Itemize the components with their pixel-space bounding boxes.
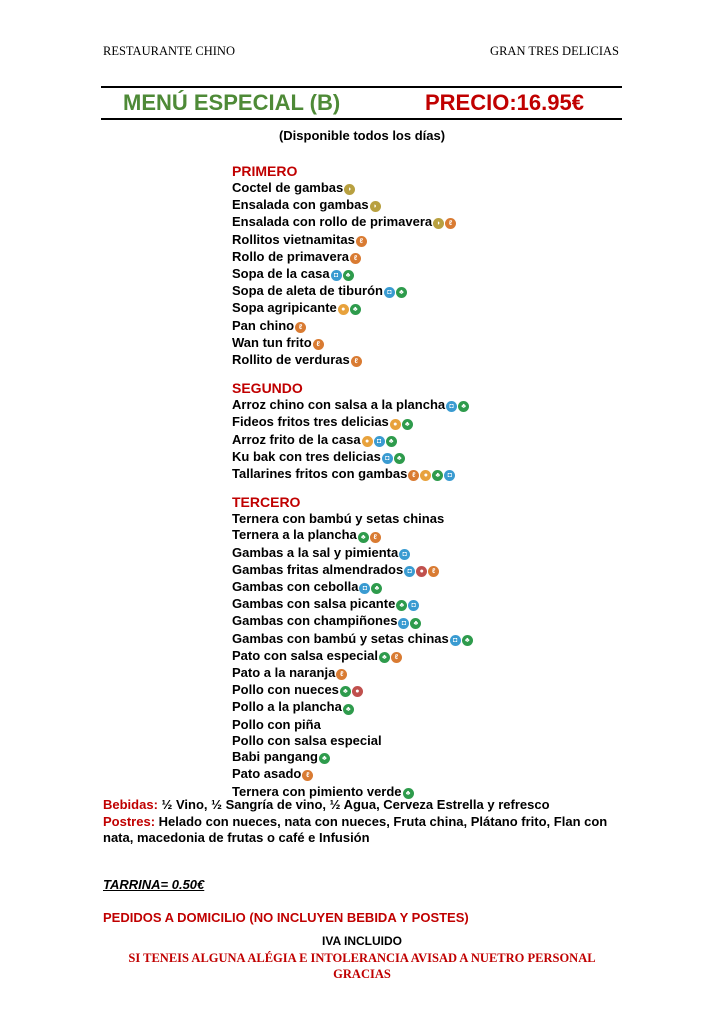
menu-item-name: Pato asado	[232, 766, 302, 782]
drinks-label: Bebidas:	[103, 797, 158, 812]
soy-allergen-icon: ♣	[396, 600, 407, 611]
nuts-allergen-icon: ●	[416, 566, 427, 577]
menu-item	[232, 335, 473, 352]
crustacean-allergen-icon: ◘	[382, 453, 393, 464]
menu-price: PRECIO:16.95€	[425, 90, 584, 115]
allergen-icons	[383, 284, 407, 300]
menu-item	[232, 579, 473, 596]
menu-item-name: Ternera con pimiento verde	[232, 783, 402, 799]
menu-item	[232, 414, 473, 431]
allergen-icons	[407, 467, 455, 483]
menu-title: MENÚ ESPECIAL (B)	[123, 90, 341, 115]
crustacean-allergen-icon: ◘	[384, 287, 395, 298]
mollusc-allergen-icon: ◗	[344, 184, 355, 195]
allergen-icons	[357, 528, 381, 544]
menu-item	[232, 197, 473, 214]
menu-item-name: Ku bak con tres delicias	[232, 448, 381, 464]
allergen-icons	[358, 580, 382, 596]
menu-item-name: Pollo con nueces	[232, 682, 339, 698]
menu-item	[232, 449, 473, 466]
egg-allergen-icon: ●	[420, 470, 431, 481]
crustacean-allergen-icon: ◘	[450, 635, 461, 646]
menu-item	[232, 699, 473, 716]
allergen-icons	[355, 233, 367, 249]
menu-item	[232, 511, 473, 527]
allergen-icons	[403, 563, 439, 579]
menu-item	[232, 562, 473, 579]
crustacean-allergen-icon: ◘	[408, 600, 419, 611]
allergen-icons	[449, 632, 473, 648]
soy-allergen-icon: ♣	[462, 635, 473, 646]
menu-item-name: Gambas con cebolla	[232, 579, 359, 595]
title-bottom-rule	[101, 118, 622, 120]
menu-sections	[232, 162, 473, 811]
menu-item-name: Coctel de gambas	[232, 180, 344, 195]
allergen-icons	[342, 700, 354, 716]
menu-item	[232, 665, 473, 682]
menu-item-name: Rollo de primavera	[232, 248, 350, 264]
allergen-icons	[318, 750, 330, 766]
allergen-icons	[389, 415, 413, 431]
availability-note: (Disponible todos los días)	[278, 128, 446, 143]
menu-item-name: Ensalada con gambas	[232, 197, 369, 213]
allergy-warning: SI TENEIS ALGUNA ALÉGIA E INTOLERANCIA AVISAD A NUETRO PERSONAL	[128, 951, 596, 965]
section-title: TERCERO	[232, 494, 301, 511]
drinks-text: ½ Vino, ½ Sangría de vino, ½ Agua, Cerveza Estrella y refresco	[157, 797, 550, 812]
menu-item-name: Gambas a la sal y pimienta	[232, 544, 399, 560]
nuts-allergen-icon: ●	[352, 686, 363, 697]
allergen-icons	[335, 666, 347, 682]
allergen-icons	[339, 683, 363, 699]
menu-item	[232, 249, 473, 266]
soy-allergen-icon: ♣	[458, 401, 469, 412]
gluten-allergen-icon: ℓ	[408, 470, 419, 481]
gluten-allergen-icon: ℓ	[370, 532, 381, 543]
allergen-icons	[445, 398, 469, 414]
menu-item	[232, 545, 473, 562]
menu-item-name: Gambas con salsa picante	[232, 596, 396, 612]
allergen-icons	[349, 250, 361, 266]
menu-item	[232, 352, 473, 369]
menu-item	[232, 232, 473, 249]
gluten-allergen-icon: ℓ	[445, 218, 456, 229]
menu-item	[232, 318, 473, 335]
tarrina-price: TARRINA= 0.50€	[103, 877, 205, 892]
menu-item	[232, 613, 473, 630]
gluten-allergen-icon: ℓ	[351, 356, 362, 367]
allergen-icons	[378, 649, 402, 665]
drinks-desserts-block	[103, 797, 623, 847]
soy-allergen-icon: ♣	[371, 583, 382, 594]
allergen-icons	[337, 301, 361, 317]
header-restaurant-name: GRAN TRES DELICIAS	[490, 44, 619, 58]
gluten-allergen-icon: ℓ	[428, 566, 439, 577]
soy-allergen-icon: ♣	[403, 788, 414, 799]
allergen-icons	[432, 215, 456, 231]
soy-allergen-icon: ♣	[396, 287, 407, 298]
menu-item-name: Babi pangang	[232, 749, 318, 765]
gluten-allergen-icon: ℓ	[356, 236, 367, 247]
soy-allergen-icon: ♣	[319, 753, 330, 764]
menu-item	[232, 432, 473, 449]
menu-item	[232, 596, 473, 613]
menu-item	[232, 717, 473, 733]
crustacean-allergen-icon: ◘	[399, 549, 410, 560]
allergen-icons	[398, 546, 410, 562]
crustacean-allergen-icon: ◘	[444, 470, 455, 481]
soy-allergen-icon: ♣	[386, 436, 397, 447]
allergen-icons	[294, 319, 306, 335]
soy-allergen-icon: ♣	[379, 652, 390, 663]
menu-item-name: Gambas fritas almendrados	[232, 561, 404, 577]
allergy-notice	[0, 950, 724, 982]
soy-allergen-icon: ♣	[343, 704, 354, 715]
menu-item-name: Arroz frito de la casa	[232, 431, 361, 447]
menu-item-name: Ternera con bambú y setas chinas	[232, 511, 445, 527]
allergen-icons	[301, 767, 313, 783]
soy-allergen-icon: ♣	[410, 618, 421, 629]
allergen-icons	[369, 198, 381, 214]
menu-item-name: Sopa de aleta de tiburón	[232, 283, 383, 299]
section-title: SEGUNDO	[232, 380, 303, 397]
menu-item	[232, 631, 473, 648]
crustacean-allergen-icon: ◘	[446, 401, 457, 412]
menu-item-name: Tallarines fritos con gambas	[232, 466, 408, 482]
gluten-allergen-icon: ℓ	[302, 770, 313, 781]
egg-allergen-icon: ●	[390, 419, 401, 430]
menu-item	[232, 733, 473, 749]
soy-allergen-icon: ♣	[402, 419, 413, 430]
menu-item-name: Fideos fritos tres delicias	[232, 414, 389, 430]
menu-item	[232, 527, 473, 544]
menu-item-name: Rollito de verduras	[232, 352, 350, 368]
menu-item	[232, 180, 473, 197]
allergen-icons	[361, 433, 397, 449]
desserts-label: Postres:	[103, 813, 156, 829]
allergen-icons	[397, 614, 421, 630]
crustacean-allergen-icon: ◘	[404, 566, 415, 577]
menu-item	[232, 766, 473, 783]
menu-item-name: Pato a la naranja	[232, 665, 336, 681]
menu-item-name: Rollitos vietnamitas	[232, 231, 355, 247]
menu-item	[232, 397, 473, 414]
menu-item-name: Pollo con piña	[232, 716, 321, 732]
section-title: PRIMERO	[232, 163, 298, 179]
allergen-icons	[330, 267, 354, 283]
allergen-icons	[350, 353, 362, 369]
desserts-line	[103, 814, 623, 847]
section-tercero	[232, 493, 473, 800]
allergen-icons	[381, 450, 405, 466]
menu-item-name: Wan tun frito	[232, 334, 312, 350]
menu-item-name: Gambas con champiñones	[232, 613, 398, 629]
menu-item-name: Pollo con salsa especial	[232, 732, 382, 748]
desserts-text: Helado con nueces, nata con nueces, Fruta china, Plátano frito, Flan con nata, macedonia de frutas o café e Infusión	[103, 813, 608, 845]
section-segundo	[232, 379, 473, 483]
egg-allergen-icon: ●	[338, 304, 349, 315]
menu-item-name: Pollo a la plancha	[232, 699, 342, 715]
menu-item	[232, 214, 473, 231]
soy-allergen-icon: ♣	[358, 532, 369, 543]
allergen-icons	[343, 181, 355, 197]
menu-item	[232, 283, 473, 300]
crustacean-allergen-icon: ◘	[359, 583, 370, 594]
drinks-line	[103, 797, 623, 814]
menu-item-name: Ternera a la plancha	[232, 527, 357, 543]
egg-allergen-icon: ●	[362, 436, 373, 447]
home-delivery-note: PEDIDOS A DOMICILIO (NO INCLUYEN BEBIDA Y POSTES)	[103, 910, 469, 925]
menu-item	[232, 682, 473, 699]
gluten-allergen-icon: ℓ	[336, 669, 347, 680]
soy-allergen-icon: ♣	[343, 270, 354, 281]
mollusc-allergen-icon: ◗	[370, 201, 381, 212]
menu-item-name: Arroz chino con salsa a la plancha	[232, 397, 446, 413]
gluten-allergen-icon: ℓ	[313, 339, 324, 350]
gluten-allergen-icon: ℓ	[295, 322, 306, 333]
soy-allergen-icon: ♣	[432, 470, 443, 481]
vat-included-note: IVA INCLUIDO	[322, 934, 402, 948]
title-top-rule	[101, 86, 622, 88]
menu-item-name: Pan chino	[232, 317, 295, 333]
crustacean-allergen-icon: ◘	[398, 618, 409, 629]
thanks-text: GRACIAS	[333, 967, 391, 981]
menu-item-name: Sopa de la casa	[232, 266, 330, 282]
crustacean-allergen-icon: ◘	[331, 270, 342, 281]
menu-item	[232, 300, 473, 317]
soy-allergen-icon: ♣	[394, 453, 405, 464]
menu-item	[232, 648, 473, 665]
menu-item-name: Ensalada con rollo de primavera	[232, 214, 433, 230]
soy-allergen-icon: ♣	[350, 304, 361, 315]
menu-item	[232, 466, 473, 483]
menu-item	[232, 749, 473, 766]
gluten-allergen-icon: ℓ	[391, 652, 402, 663]
menu-item	[232, 266, 473, 283]
menu-item-name: Gambas con bambú y setas chinas	[232, 630, 449, 646]
section-primero	[232, 162, 473, 369]
soy-allergen-icon: ♣	[340, 686, 351, 697]
mollusc-allergen-icon: ◗	[433, 218, 444, 229]
allergen-icons	[395, 597, 419, 613]
crustacean-allergen-icon: ◘	[374, 436, 385, 447]
allergen-icons	[312, 336, 324, 352]
header-restaurant-type: RESTAURANTE CHINO	[103, 44, 235, 58]
menu-item-name: Sopa agripicante	[232, 300, 337, 316]
gluten-allergen-icon: ℓ	[350, 253, 361, 264]
menu-item-name: Pato con salsa especial	[232, 647, 378, 663]
